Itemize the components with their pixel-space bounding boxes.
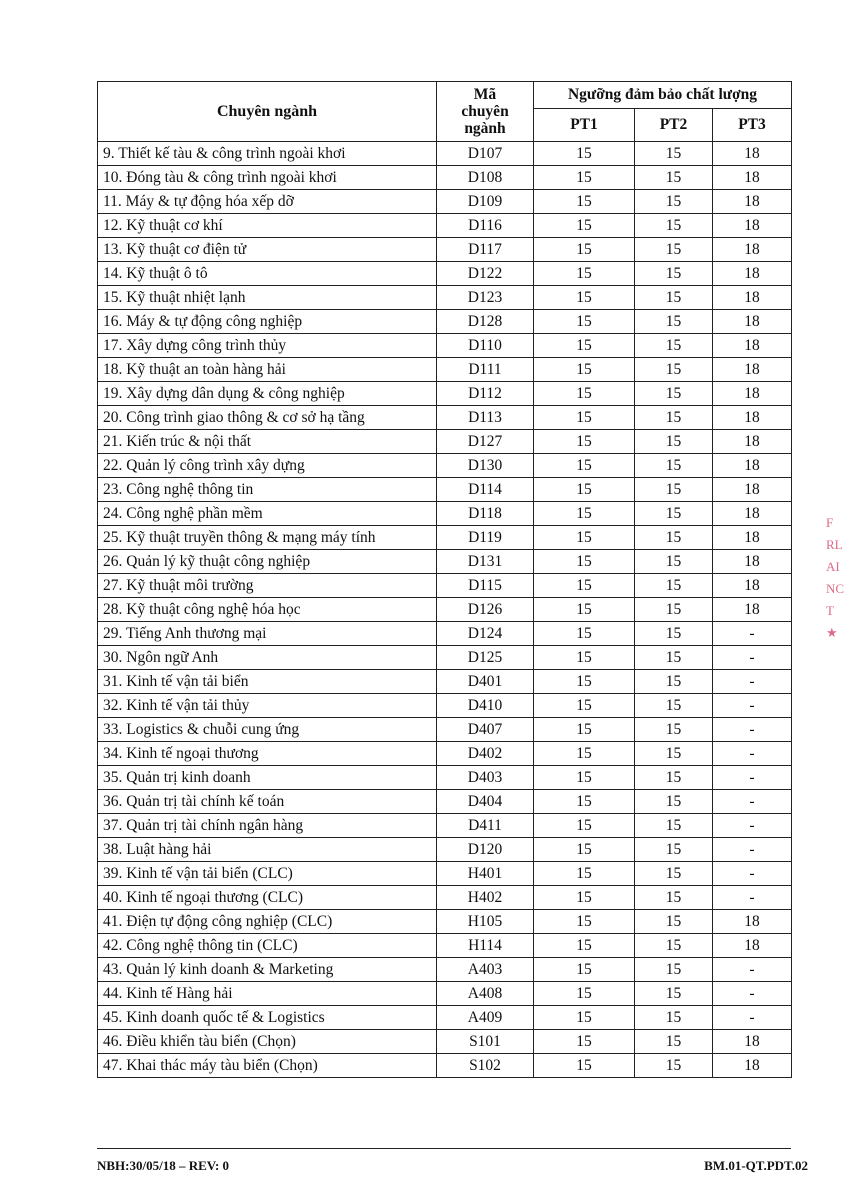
pt1-threshold-cell: 15 — [534, 1054, 635, 1078]
specialization-code-cell: D118 — [437, 502, 534, 526]
pt1-threshold-cell: 15 — [534, 382, 635, 406]
table-row — [98, 886, 792, 910]
table-row — [98, 238, 792, 262]
specialization-name-cell: 14. Kỹ thuật ô tô — [98, 262, 437, 286]
pt2-threshold-cell: 15 — [635, 406, 713, 430]
header-specialization: Chuyên ngành — [98, 82, 437, 142]
pt2-threshold-cell: 15 — [635, 766, 713, 790]
specialization-name-cell: 13. Kỹ thuật cơ điện tử — [98, 238, 437, 262]
specialization-name-cell: 37. Quản trị tài chính ngân hàng — [98, 814, 437, 838]
table-row — [98, 694, 792, 718]
pt3-threshold-cell: - — [713, 814, 792, 838]
specialization-code-cell: A408 — [437, 982, 534, 1006]
specialization-code-cell: D109 — [437, 190, 534, 214]
specialization-code-cell: D403 — [437, 766, 534, 790]
specialization-name-cell: 18. Kỹ thuật an toàn hàng hải — [98, 358, 437, 382]
table-row — [98, 646, 792, 670]
pt2-threshold-cell: 15 — [635, 934, 713, 958]
pt3-threshold-cell: 18 — [713, 934, 792, 958]
pt1-threshold-cell: 15 — [534, 790, 635, 814]
pt1-threshold-cell: 15 — [534, 838, 635, 862]
specialization-name-cell: 19. Xây dựng dân dụng & công nghiệp — [98, 382, 437, 406]
pt1-threshold-cell: 15 — [534, 406, 635, 430]
specialization-name-cell: 41. Điện tự động công nghiệp (CLC) — [98, 910, 437, 934]
specialization-name-cell: 40. Kinh tế ngoại thương (CLC) — [98, 886, 437, 910]
pt1-threshold-cell: 15 — [534, 310, 635, 334]
pt2-threshold-cell: 15 — [635, 622, 713, 646]
pt2-threshold-cell: 15 — [635, 142, 713, 166]
specialization-code-cell: S101 — [437, 1030, 534, 1054]
table-row — [98, 502, 792, 526]
specialization-name-cell: 22. Quản lý công trình xây dựng — [98, 454, 437, 478]
specialization-code-cell: D111 — [437, 358, 534, 382]
pt2-threshold-cell: 15 — [635, 478, 713, 502]
pt2-threshold-cell: 15 — [635, 838, 713, 862]
pt2-threshold-cell: 15 — [635, 430, 713, 454]
pt2-threshold-cell: 15 — [635, 862, 713, 886]
specialization-name-cell: 20. Công trình giao thông & cơ sở hạ tầng — [98, 406, 437, 430]
pt3-threshold-cell: - — [713, 958, 792, 982]
specialization-name-cell: 26. Quản lý kỹ thuật công nghiệp — [98, 550, 437, 574]
table-row — [98, 718, 792, 742]
pt3-threshold-cell: 18 — [713, 310, 792, 334]
specialization-code-cell: D113 — [437, 406, 534, 430]
pt2-threshold-cell: 15 — [635, 166, 713, 190]
footer-divider — [97, 1148, 791, 1149]
table-row — [98, 262, 792, 286]
specialization-code-cell: D125 — [437, 646, 534, 670]
pt2-threshold-cell: 15 — [635, 718, 713, 742]
pt3-threshold-cell: - — [713, 982, 792, 1006]
pt1-threshold-cell: 15 — [534, 598, 635, 622]
pt3-threshold-cell: 18 — [713, 406, 792, 430]
specialization-name-cell: 25. Kỹ thuật truyền thông & mạng máy tính — [98, 526, 437, 550]
stamp-fragment: AI — [826, 559, 840, 574]
specialization-code-cell: D120 — [437, 838, 534, 862]
pt3-threshold-cell: - — [713, 670, 792, 694]
pt3-threshold-cell: - — [713, 694, 792, 718]
table-row — [98, 382, 792, 406]
table-row — [98, 142, 792, 166]
pt1-threshold-cell: 15 — [534, 214, 635, 238]
pt2-threshold-cell: 15 — [635, 334, 713, 358]
stamp-fragment: F — [826, 515, 834, 530]
specialization-code-cell: D117 — [437, 238, 534, 262]
pt1-threshold-cell: 15 — [534, 190, 635, 214]
table-row — [98, 286, 792, 310]
specialization-name-cell: 10. Đóng tàu & công trình ngoài khơi — [98, 166, 437, 190]
specialization-name-cell: 15. Kỹ thuật nhiệt lạnh — [98, 286, 437, 310]
pt2-threshold-cell: 15 — [635, 526, 713, 550]
table-row — [98, 790, 792, 814]
pt1-threshold-cell: 15 — [534, 910, 635, 934]
table-row — [98, 1006, 792, 1030]
specialization-name-cell: 39. Kinh tế vận tải biển (CLC) — [98, 862, 437, 886]
pt2-threshold-cell: 15 — [635, 382, 713, 406]
specialization-code-cell: D124 — [437, 622, 534, 646]
pt3-threshold-cell: - — [713, 718, 792, 742]
pt3-threshold-cell: 18 — [713, 190, 792, 214]
specialization-code-cell: D128 — [437, 310, 534, 334]
pt1-threshold-cell: 15 — [534, 262, 635, 286]
specialization-name-cell: 30. Ngôn ngữ Anh — [98, 646, 437, 670]
stamp-fragment: NC — [826, 581, 845, 596]
footer-form-code: BM.01-QT.PDT.02 — [704, 1158, 808, 1173]
specialization-name-cell: 9. Thiết kế tàu & công trình ngoài khơi — [98, 142, 437, 166]
table-row — [98, 670, 792, 694]
pt2-threshold-cell: 15 — [635, 1054, 713, 1078]
specialization-name-cell: 28. Kỹ thuật công nghệ hóa học — [98, 598, 437, 622]
specialization-name-cell: 23. Công nghệ thông tin — [98, 478, 437, 502]
specialization-code-cell: D126 — [437, 598, 534, 622]
specialization-name-cell: 43. Quản lý kinh doanh & Marketing — [98, 958, 437, 982]
pt1-threshold-cell: 15 — [534, 358, 635, 382]
specialization-code-cell: D123 — [437, 286, 534, 310]
table-row — [98, 622, 792, 646]
header-threshold-group: Ngưỡng đảm bảo chất lượng — [534, 82, 792, 109]
table-row — [98, 934, 792, 958]
pt3-threshold-cell: 18 — [713, 550, 792, 574]
specialization-name-cell: 38. Luật hàng hải — [98, 838, 437, 862]
pt2-threshold-cell: 15 — [635, 1006, 713, 1030]
table-row — [98, 814, 792, 838]
pt3-threshold-cell: 18 — [713, 166, 792, 190]
table-row — [98, 190, 792, 214]
pt2-threshold-cell: 15 — [635, 1030, 713, 1054]
pt1-threshold-cell: 15 — [534, 742, 635, 766]
table-row — [98, 550, 792, 574]
pt3-threshold-cell: 18 — [713, 238, 792, 262]
pt1-threshold-cell: 15 — [534, 454, 635, 478]
table-row — [98, 1030, 792, 1054]
pt1-threshold-cell: 15 — [534, 982, 635, 1006]
pt3-threshold-cell: 18 — [713, 1054, 792, 1078]
specialization-name-cell: 31. Kinh tế vận tải biển — [98, 670, 437, 694]
specialization-name-cell: 44. Kinh tế Hàng hải — [98, 982, 437, 1006]
specialization-name-cell: 32. Kinh tế vận tải thủy — [98, 694, 437, 718]
table-row — [98, 766, 792, 790]
table-row — [98, 214, 792, 238]
table-body — [98, 142, 792, 1078]
specialization-code-cell: D130 — [437, 454, 534, 478]
header-code-line2: chuyên — [461, 103, 509, 120]
pt1-threshold-cell: 15 — [534, 622, 635, 646]
pt2-threshold-cell: 15 — [635, 262, 713, 286]
table-row — [98, 478, 792, 502]
pt1-threshold-cell: 15 — [534, 766, 635, 790]
pt3-threshold-cell: 18 — [713, 910, 792, 934]
pt1-threshold-cell: 15 — [534, 934, 635, 958]
specialization-code-cell: H114 — [437, 934, 534, 958]
pt3-threshold-cell: 18 — [713, 526, 792, 550]
table-row — [98, 454, 792, 478]
pt1-threshold-cell: 15 — [534, 646, 635, 670]
pt3-threshold-cell: 18 — [713, 262, 792, 286]
specialization-code-cell: S102 — [437, 1054, 534, 1078]
header-pt3: PT3 — [713, 109, 792, 142]
specialization-name-cell: 11. Máy & tự động hóa xếp dỡ — [98, 190, 437, 214]
pt1-threshold-cell: 15 — [534, 670, 635, 694]
pt1-threshold-cell: 15 — [534, 574, 635, 598]
pt1-threshold-cell: 15 — [534, 166, 635, 190]
pt3-threshold-cell: 18 — [713, 142, 792, 166]
pt2-threshold-cell: 15 — [635, 358, 713, 382]
pt1-threshold-cell: 15 — [534, 814, 635, 838]
pt3-threshold-cell: - — [713, 622, 792, 646]
pt3-threshold-cell: 18 — [713, 598, 792, 622]
pt2-threshold-cell: 15 — [635, 790, 713, 814]
pt3-threshold-cell: 18 — [713, 358, 792, 382]
pt3-threshold-cell: - — [713, 838, 792, 862]
pt2-threshold-cell: 15 — [635, 670, 713, 694]
pt1-threshold-cell: 15 — [534, 478, 635, 502]
pt3-threshold-cell: 18 — [713, 334, 792, 358]
specialization-code-cell: D115 — [437, 574, 534, 598]
specialization-code-cell: D131 — [437, 550, 534, 574]
pt3-threshold-cell: - — [713, 790, 792, 814]
table-row — [98, 862, 792, 886]
pt2-threshold-cell: 15 — [635, 310, 713, 334]
table-row — [98, 430, 792, 454]
specialization-code-cell: D411 — [437, 814, 534, 838]
pt3-threshold-cell: - — [713, 1006, 792, 1030]
pt2-threshold-cell: 15 — [635, 574, 713, 598]
specialization-code-cell: H401 — [437, 862, 534, 886]
pt2-threshold-cell: 15 — [635, 238, 713, 262]
header-pt1: PT1 — [534, 109, 635, 142]
pt2-threshold-cell: 15 — [635, 958, 713, 982]
pt2-threshold-cell: 15 — [635, 646, 713, 670]
pt2-threshold-cell: 15 — [635, 910, 713, 934]
pt3-threshold-cell: 18 — [713, 502, 792, 526]
specialization-name-cell: 42. Công nghệ thông tin (CLC) — [98, 934, 437, 958]
specialization-name-cell: 36. Quản trị tài chính kế toán — [98, 790, 437, 814]
pt2-threshold-cell: 15 — [635, 694, 713, 718]
specialization-name-cell: 17. Xây dựng công trình thủy — [98, 334, 437, 358]
specialization-code-cell: D112 — [437, 382, 534, 406]
pt1-threshold-cell: 15 — [534, 862, 635, 886]
pt3-threshold-cell: - — [713, 742, 792, 766]
pt1-threshold-cell: 15 — [534, 142, 635, 166]
pt3-threshold-cell: - — [713, 646, 792, 670]
specialization-code-cell: D107 — [437, 142, 534, 166]
pt1-threshold-cell: 15 — [534, 886, 635, 910]
pt2-threshold-cell: 15 — [635, 214, 713, 238]
pt3-threshold-cell: - — [713, 766, 792, 790]
specialization-code-cell: A403 — [437, 958, 534, 982]
specialization-code-cell: D402 — [437, 742, 534, 766]
pt3-threshold-cell: 18 — [713, 454, 792, 478]
table-row — [98, 910, 792, 934]
table-row — [98, 598, 792, 622]
specialization-code-cell: A409 — [437, 1006, 534, 1030]
specialization-code-cell: D108 — [437, 166, 534, 190]
table-row — [98, 358, 792, 382]
header-code-line3: ngành — [464, 120, 506, 137]
table-row — [98, 574, 792, 598]
pt2-threshold-cell: 15 — [635, 742, 713, 766]
specialization-code-cell: D127 — [437, 430, 534, 454]
table-row — [98, 742, 792, 766]
pt1-threshold-cell: 15 — [534, 526, 635, 550]
specialization-code-cell: D122 — [437, 262, 534, 286]
specialization-code-cell: D401 — [437, 670, 534, 694]
footer-revision: NBH:30/05/18 – REV: 0 — [97, 1158, 230, 1173]
pt2-threshold-cell: 15 — [635, 982, 713, 1006]
pt2-threshold-cell: 15 — [635, 190, 713, 214]
pt1-threshold-cell: 15 — [534, 286, 635, 310]
table-row — [98, 958, 792, 982]
pt2-threshold-cell: 15 — [635, 286, 713, 310]
table-row — [98, 1054, 792, 1078]
specialization-name-cell: 16. Máy & tự động công nghiệp — [98, 310, 437, 334]
specialization-name-cell: 45. Kinh doanh quốc tế & Logistics — [98, 1006, 437, 1030]
specialization-code-cell: H105 — [437, 910, 534, 934]
specialization-name-cell: 35. Quản trị kinh doanh — [98, 766, 437, 790]
pt2-threshold-cell: 15 — [635, 454, 713, 478]
table-row — [98, 526, 792, 550]
pt1-threshold-cell: 15 — [534, 718, 635, 742]
pt3-threshold-cell: 18 — [713, 478, 792, 502]
specialization-code-cell: D110 — [437, 334, 534, 358]
pt3-threshold-cell: 18 — [713, 430, 792, 454]
specialization-name-cell: 46. Điều khiển tàu biển (Chọn) — [98, 1030, 437, 1054]
pt1-threshold-cell: 15 — [534, 430, 635, 454]
pt1-threshold-cell: 15 — [534, 694, 635, 718]
pt2-threshold-cell: 15 — [635, 886, 713, 910]
specialization-name-cell: 12. Kỹ thuật cơ khí — [98, 214, 437, 238]
pt2-threshold-cell: 15 — [635, 550, 713, 574]
table-row — [98, 982, 792, 1006]
specialization-code-cell: D114 — [437, 478, 534, 502]
pt1-threshold-cell: 15 — [534, 1006, 635, 1030]
pt2-threshold-cell: 15 — [635, 814, 713, 838]
table-row — [98, 406, 792, 430]
header-specialization-code — [437, 82, 534, 142]
specialization-name-cell: 47. Khai thác máy tàu biển (Chọn) — [98, 1054, 437, 1078]
specialization-name-cell: 24. Công nghệ phần mềm — [98, 502, 437, 526]
specialization-name-cell: 33. Logistics & chuỗi cung ứng — [98, 718, 437, 742]
header-code-line1: Mã — [473, 86, 497, 103]
stamp-star-icon: ★ — [826, 625, 838, 640]
pt2-threshold-cell: 15 — [635, 598, 713, 622]
pt3-threshold-cell: - — [713, 862, 792, 886]
quality-threshold-table — [97, 81, 792, 1078]
table-row — [98, 166, 792, 190]
specialization-code-cell: H402 — [437, 886, 534, 910]
table-row — [98, 310, 792, 334]
specialization-code-cell: D410 — [437, 694, 534, 718]
stamp-fragment: RL — [826, 537, 843, 552]
pt1-threshold-cell: 15 — [534, 238, 635, 262]
specialization-name-cell: 21. Kiến trúc & nội thất — [98, 430, 437, 454]
red-seal-stamp-fragment — [826, 512, 856, 672]
pt1-threshold-cell: 15 — [534, 958, 635, 982]
pt1-threshold-cell: 15 — [534, 334, 635, 358]
specialization-name-cell: 29. Tiếng Anh thương mại — [98, 622, 437, 646]
specialization-code-cell: D116 — [437, 214, 534, 238]
specialization-code-cell: D404 — [437, 790, 534, 814]
specialization-name-cell: 27. Kỹ thuật môi trường — [98, 574, 437, 598]
specialization-code-cell: D119 — [437, 526, 534, 550]
pt1-threshold-cell: 15 — [534, 1030, 635, 1054]
pt3-threshold-cell: - — [713, 886, 792, 910]
table-row — [98, 838, 792, 862]
pt3-threshold-cell: 18 — [713, 1030, 792, 1054]
pt1-threshold-cell: 15 — [534, 502, 635, 526]
specialization-name-cell: 34. Kinh tế ngoại thương — [98, 742, 437, 766]
pt3-threshold-cell: 18 — [713, 382, 792, 406]
pt3-threshold-cell: 18 — [713, 214, 792, 238]
pt3-threshold-cell: 18 — [713, 286, 792, 310]
header-pt2: PT2 — [635, 109, 713, 142]
pt2-threshold-cell: 15 — [635, 502, 713, 526]
pt1-threshold-cell: 15 — [534, 550, 635, 574]
specialization-code-cell: D407 — [437, 718, 534, 742]
pt3-threshold-cell: 18 — [713, 574, 792, 598]
stamp-fragment: T — [826, 603, 834, 618]
table-row — [98, 334, 792, 358]
